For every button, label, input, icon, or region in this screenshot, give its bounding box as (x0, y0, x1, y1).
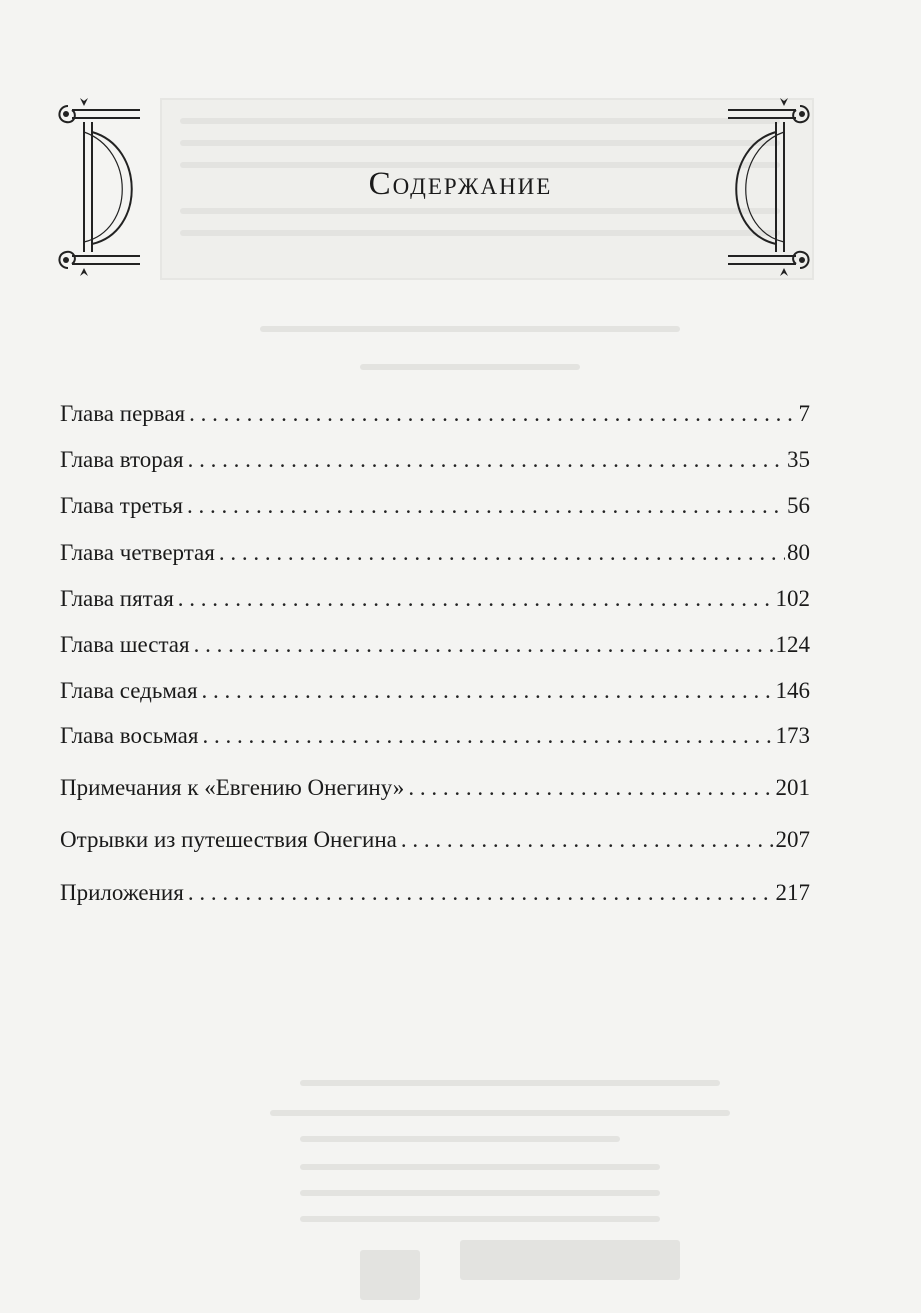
bleed-through-line (300, 1190, 660, 1196)
toc-entry-page: 173 (774, 718, 811, 754)
page-title: Содержание (368, 166, 553, 202)
toc-entry-label: Глава третья (60, 488, 187, 524)
bleed-through-line (180, 140, 780, 146)
toc-entry-label: Глава пятая (60, 581, 178, 617)
toc-entry-page: 56 (785, 488, 810, 524)
toc-entry[interactable] (60, 442, 810, 478)
toc-dot-leader (219, 535, 785, 571)
bleed-through-line (460, 1240, 680, 1280)
toc-entry[interactable] (60, 673, 810, 709)
toc-entry-label: Глава восьмая (60, 718, 202, 754)
toc-dot-leader (187, 488, 785, 524)
toc-dot-leader (401, 822, 774, 858)
toc-entry[interactable] (60, 770, 810, 806)
bleed-through-line (180, 208, 780, 214)
toc-entry-label: Глава седьмая (60, 673, 202, 709)
toc-entry-page: 217 (774, 875, 811, 911)
toc-entry-page: 146 (774, 673, 811, 709)
bleed-through-line (180, 230, 780, 236)
bleed-through-line (300, 1136, 620, 1142)
toc-entry-page: 201 (774, 770, 811, 806)
toc-entry-page: 80 (785, 535, 810, 571)
bleed-through-line (260, 326, 680, 332)
toc-dot-leader (178, 581, 774, 617)
toc-entry[interactable] (60, 718, 810, 754)
toc-dot-leader (202, 718, 773, 754)
bleed-through-line (300, 1164, 660, 1170)
toc-entry-page: 207 (774, 822, 811, 858)
toc-entry-label: Отрывки из путешествия Онегина (60, 822, 401, 858)
toc-entry[interactable] (60, 488, 810, 524)
toc-entry[interactable] (60, 535, 810, 571)
toc-dot-leader (408, 770, 773, 806)
toc-entry[interactable] (60, 627, 810, 663)
toc-entry-label: Глава вторая (60, 442, 188, 478)
toc-entry-label: Глава первая (60, 396, 189, 432)
toc-entry-label: Примечания к «Евгению Онегину» (60, 770, 408, 806)
toc-entry-page: 35 (785, 442, 810, 478)
toc-dot-leader (202, 673, 774, 709)
toc-entry[interactable] (60, 581, 810, 617)
toc-entry-page: 124 (774, 627, 811, 663)
toc-entry-page: 102 (774, 581, 811, 617)
toc-entry[interactable] (60, 822, 810, 858)
bleed-through-line (300, 1216, 660, 1222)
toc-entry[interactable] (60, 396, 810, 432)
toc-dot-leader (188, 875, 774, 911)
toc-entry[interactable] (60, 875, 810, 911)
toc-entry-page: 7 (797, 396, 811, 432)
toc-dot-leader (194, 627, 774, 663)
toc-entry-label: Приложения (60, 875, 188, 911)
toc-dot-leader (188, 442, 785, 478)
bleed-through-line (360, 1250, 420, 1300)
toc-dot-leader (189, 396, 796, 432)
bleed-through-line (270, 1110, 730, 1116)
bleed-through-line (300, 1080, 720, 1086)
toc-entry-label: Глава шестая (60, 627, 194, 663)
bleed-through-line (180, 118, 780, 124)
toc-entry-label: Глава четвертая (60, 535, 219, 571)
bleed-through-line (360, 364, 580, 370)
